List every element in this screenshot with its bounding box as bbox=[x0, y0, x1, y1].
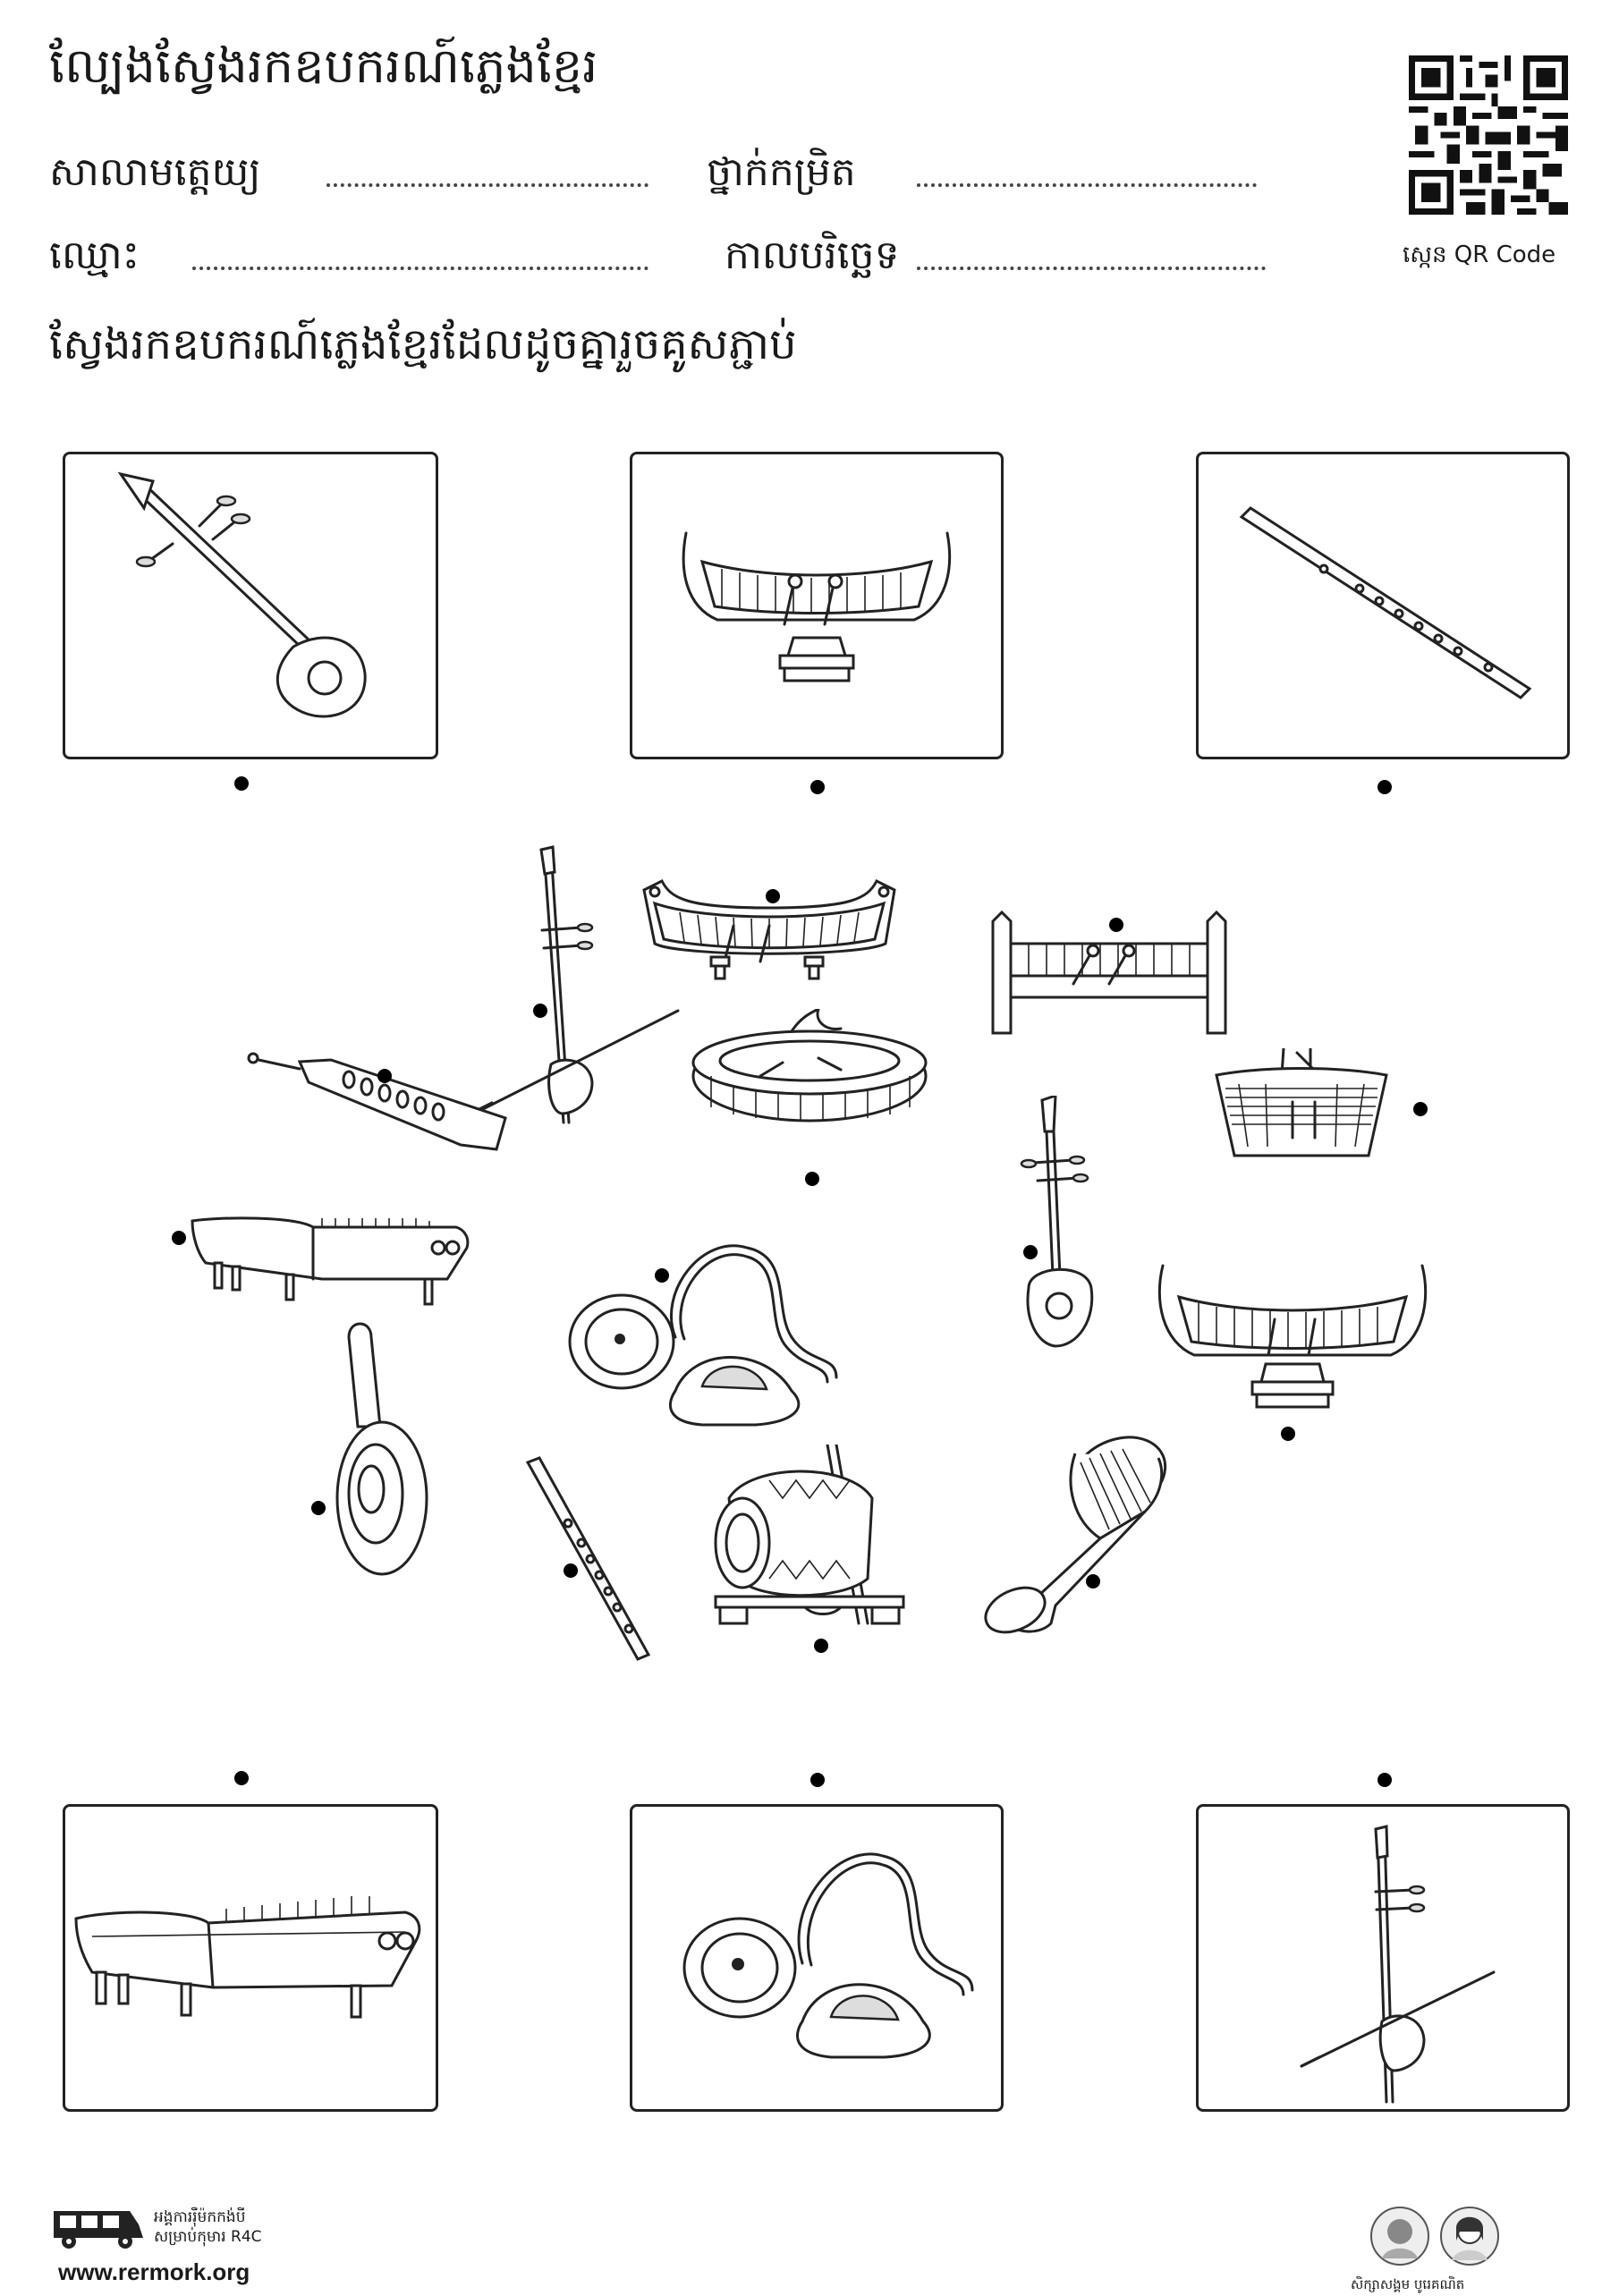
qr-caption: ស្កេន QR Code bbox=[1403, 241, 1556, 268]
chapei-lute-icon bbox=[1002, 1096, 1118, 1355]
match-dot-khim[interactable] bbox=[1413, 1102, 1428, 1116]
match-dot-pey[interactable] bbox=[377, 1069, 392, 1083]
tuk-tuk-logo-icon bbox=[49, 2202, 148, 2251]
match-dot-kong[interactable] bbox=[311, 1501, 326, 1515]
grade-label: ថ្នាក់កម្រិត bbox=[707, 149, 856, 195]
org-name-line1: អង្គការរ៉ឺម៉កកង់បី bbox=[154, 2208, 246, 2226]
khloy-flute-icon bbox=[1199, 454, 1567, 757]
match-dot-bottom-1[interactable] bbox=[234, 1771, 249, 1785]
match-dot-roneat-ek[interactable] bbox=[766, 889, 780, 903]
bottom-card-chhing bbox=[630, 1804, 1004, 2112]
top-card-khloy bbox=[1196, 452, 1570, 759]
scatter-khloy bbox=[523, 1453, 657, 1664]
scatter-kong-vong bbox=[684, 1009, 935, 1134]
match-dot-roneat-dek[interactable] bbox=[1109, 918, 1123, 932]
scatter-sampho bbox=[698, 1445, 921, 1637]
top-card-roneat bbox=[630, 452, 1004, 759]
org-name-line2: សម្រាប់កុមារ R4C bbox=[154, 2228, 262, 2246]
match-dot-tro[interactable] bbox=[533, 1004, 547, 1018]
footer-website-link[interactable]: www.rermork.org bbox=[58, 2258, 250, 2285]
school-field[interactable] bbox=[326, 183, 648, 187]
scatter-pey bbox=[246, 1042, 514, 1158]
scatter-krapeu bbox=[188, 1207, 474, 1310]
school-label: សាលាមត្តេយ្យ bbox=[49, 149, 261, 195]
chhing-cymbals-icon bbox=[568, 1239, 863, 1436]
pey-reed-icon bbox=[246, 1042, 514, 1158]
scatter-chhing bbox=[568, 1239, 863, 1436]
worksheet-title: ល្បែងស្វែងរកឧបករណ៍ភ្លេងខ្មែរ bbox=[49, 38, 598, 94]
scatter-skor bbox=[966, 1422, 1181, 1637]
bottom-card-krapeu bbox=[63, 1804, 438, 2112]
roneat-xylophone-icon bbox=[1154, 1257, 1431, 1418]
chapei-lute-icon bbox=[65, 454, 436, 757]
bottom-card-tro bbox=[1196, 1804, 1570, 2112]
tro-fiddle-icon bbox=[1199, 1807, 1567, 2109]
match-dot-krapeu[interactable] bbox=[172, 1231, 186, 1245]
chhing-cymbals-icon bbox=[632, 1807, 1001, 2109]
name-field[interactable] bbox=[192, 267, 648, 270]
scatter-roneat bbox=[1154, 1257, 1431, 1418]
partner-names: សិក្សាសង្គម បូរេគណិត bbox=[1351, 2276, 1465, 2292]
krapeu-zither-icon bbox=[188, 1207, 474, 1310]
roneat-xylophone-icon bbox=[632, 454, 1001, 757]
top-card-chapei bbox=[63, 452, 438, 759]
scatter-khim bbox=[1212, 1048, 1391, 1165]
match-dot-bottom-3[interactable] bbox=[1377, 1773, 1392, 1787]
match-dot-chhing[interactable] bbox=[655, 1268, 669, 1283]
grade-field[interactable] bbox=[917, 183, 1257, 187]
khim-dulcimer-icon bbox=[1212, 1048, 1391, 1165]
khloy-flute-icon bbox=[523, 1453, 657, 1664]
match-dot-sampho[interactable] bbox=[814, 1639, 828, 1653]
instruction-text: ស្វែងរកឧបករណ៍ភ្លេងខ្មែរដែលដូចគ្នារួចគូសភ្ជាប់ bbox=[49, 319, 797, 369]
kong-vong-icon bbox=[684, 1009, 935, 1134]
skor-drum-icon bbox=[966, 1422, 1181, 1637]
match-dot-chapei[interactable] bbox=[1023, 1245, 1038, 1259]
sampho-drum-icon bbox=[698, 1445, 921, 1637]
kong-gong-icon bbox=[326, 1319, 434, 1588]
date-label: កាលបរិច្ឆេទ bbox=[725, 233, 900, 278]
scatter-chapei bbox=[1002, 1096, 1118, 1355]
match-dot-bottom-2[interactable] bbox=[810, 1773, 825, 1787]
partner-logo-right-icon bbox=[1438, 2205, 1501, 2267]
match-dot-top-3[interactable] bbox=[1377, 780, 1392, 794]
qr-code-icon[interactable] bbox=[1409, 55, 1568, 215]
partner-logo-left-icon bbox=[1369, 2205, 1431, 2267]
match-dot-top-1[interactable] bbox=[234, 776, 249, 791]
match-dot-top-2[interactable] bbox=[810, 780, 825, 794]
scatter-kong bbox=[326, 1319, 434, 1588]
footer-organization bbox=[154, 2207, 262, 2247]
match-dot-kong-vong[interactable] bbox=[805, 1172, 819, 1186]
date-field[interactable] bbox=[917, 267, 1266, 270]
match-dot-khloy[interactable] bbox=[564, 1563, 578, 1578]
name-label: ឈ្មោះ bbox=[49, 233, 140, 278]
krapeu-zither-icon bbox=[65, 1807, 436, 2109]
match-dot-roneat[interactable] bbox=[1281, 1427, 1295, 1441]
match-dot-skor[interactable] bbox=[1086, 1574, 1100, 1589]
